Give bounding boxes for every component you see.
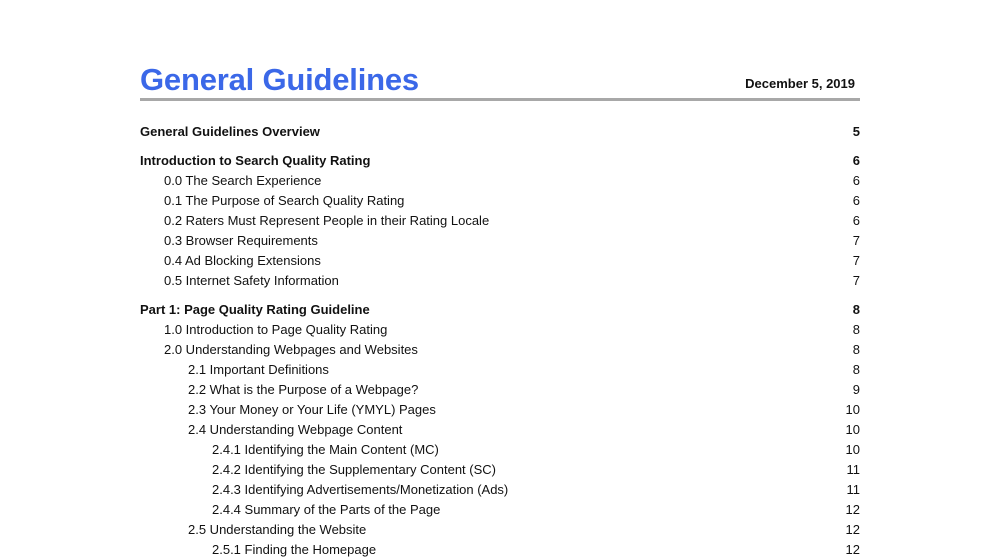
toc-entry[interactable] [140, 340, 860, 360]
toc-entry[interactable] [140, 540, 860, 560]
toc-entry-page-number: 11 [846, 482, 860, 497]
document-header [140, 58, 858, 102]
toc-entry-label: 2.4.1 Identifying the Main Content (MC) [212, 442, 439, 457]
toc-entry-label: 0.3 Browser Requirements [164, 233, 318, 248]
toc-entry-page-number: 7 [852, 253, 860, 268]
toc-entry[interactable] [140, 320, 860, 340]
toc-entry-page-number: 6 [852, 173, 860, 188]
toc-entry-label: 2.4.2 Identifying the Supplementary Content (SC) [212, 462, 496, 477]
toc-entry-label: 2.3 Your Money or Your Life (YMYL) Pages [188, 402, 436, 417]
toc-entry-page-number: 10 [845, 422, 860, 437]
toc-entry-label: Part 1: Page Quality Rating Guideline [140, 302, 370, 317]
toc-entry-label: 2.0 Understanding Webpages and Websites [164, 342, 418, 357]
toc-entry-page-number: 8 [852, 302, 860, 317]
header-divider [140, 98, 860, 101]
toc-entry-page-number: 10 [845, 402, 860, 417]
toc-entry[interactable] [140, 211, 860, 231]
toc-entry-label: 2.4.4 Summary of the Parts of the Page [212, 502, 441, 517]
toc-entry-page-number: 12 [845, 502, 860, 517]
toc-entry-page-number: 7 [852, 233, 860, 248]
toc-entry-page-number: 12 [845, 542, 860, 557]
document-title: General Guidelines [140, 62, 419, 97]
toc-entry[interactable] [140, 400, 860, 420]
toc-entry-page-number: 8 [852, 322, 860, 337]
toc-entry-page-number: 6 [852, 193, 860, 208]
toc-entry[interactable] [140, 251, 860, 271]
toc-entry[interactable] [140, 380, 860, 400]
toc-entry[interactable] [140, 271, 860, 291]
toc-entry-label: 0.4 Ad Blocking Extensions [164, 253, 321, 268]
toc-entry[interactable] [140, 480, 860, 500]
table-of-contents [140, 122, 860, 560]
toc-entry-label: 0.5 Internet Safety Information [164, 273, 339, 288]
toc-entry-page-number: 12 [845, 522, 860, 537]
toc-entry-page-number: 11 [846, 462, 860, 477]
toc-entry-page-number: 6 [852, 213, 860, 228]
toc-entry[interactable] [140, 231, 860, 251]
toc-entry[interactable] [140, 420, 860, 440]
toc-entry-label: 0.2 Raters Must Represent People in their Rating Locale [164, 213, 490, 228]
toc-entry-page-number: 7 [852, 273, 860, 288]
toc-entry-label: 2.1 Important Definitions [188, 362, 329, 377]
toc-entry[interactable] [140, 500, 860, 520]
toc-entry-label: 2.2 What is the Purpose of a Webpage? [188, 382, 419, 397]
toc-entry[interactable] [140, 440, 860, 460]
toc-entry-label: 0.1 The Purpose of Search Quality Rating [164, 193, 405, 208]
toc-entry-label: Introduction to Search Quality Rating [140, 153, 371, 168]
toc-entry-page-number: 9 [852, 382, 860, 397]
toc-entry-page-number: 6 [852, 153, 860, 168]
toc-section-entry[interactable] [140, 122, 860, 142]
toc-entry[interactable] [140, 360, 860, 380]
toc-section-entry[interactable] [140, 151, 860, 171]
toc-entry-label: 1.0 Introduction to Page Quality Rating [164, 322, 388, 337]
toc-entry-page-number: 10 [845, 442, 860, 457]
toc-entry[interactable] [140, 191, 860, 211]
toc-entry-label: General Guidelines Overview [140, 124, 320, 139]
toc-entry-label: 2.5.1 Finding the Homepage [212, 542, 377, 557]
toc-entry-label: 2.4.3 Identifying Advertisements/Monetization (Ads) [212, 482, 509, 497]
toc-entry-page-number: 8 [852, 342, 860, 357]
document-date: December 5, 2019 [745, 76, 855, 91]
toc-entry-label: 2.4 Understanding Webpage Content [188, 422, 403, 437]
toc-entry-label: 0.0 The Search Experience [164, 173, 322, 188]
toc-section-entry[interactable] [140, 300, 860, 320]
toc-entry-page-number: 8 [852, 362, 860, 377]
toc-entry-page-number: 5 [852, 124, 860, 139]
toc-entry[interactable] [140, 520, 860, 540]
toc-entry-label: 2.5 Understanding the Website [188, 522, 367, 537]
toc-entry[interactable] [140, 460, 860, 480]
toc-entry[interactable] [140, 171, 860, 191]
